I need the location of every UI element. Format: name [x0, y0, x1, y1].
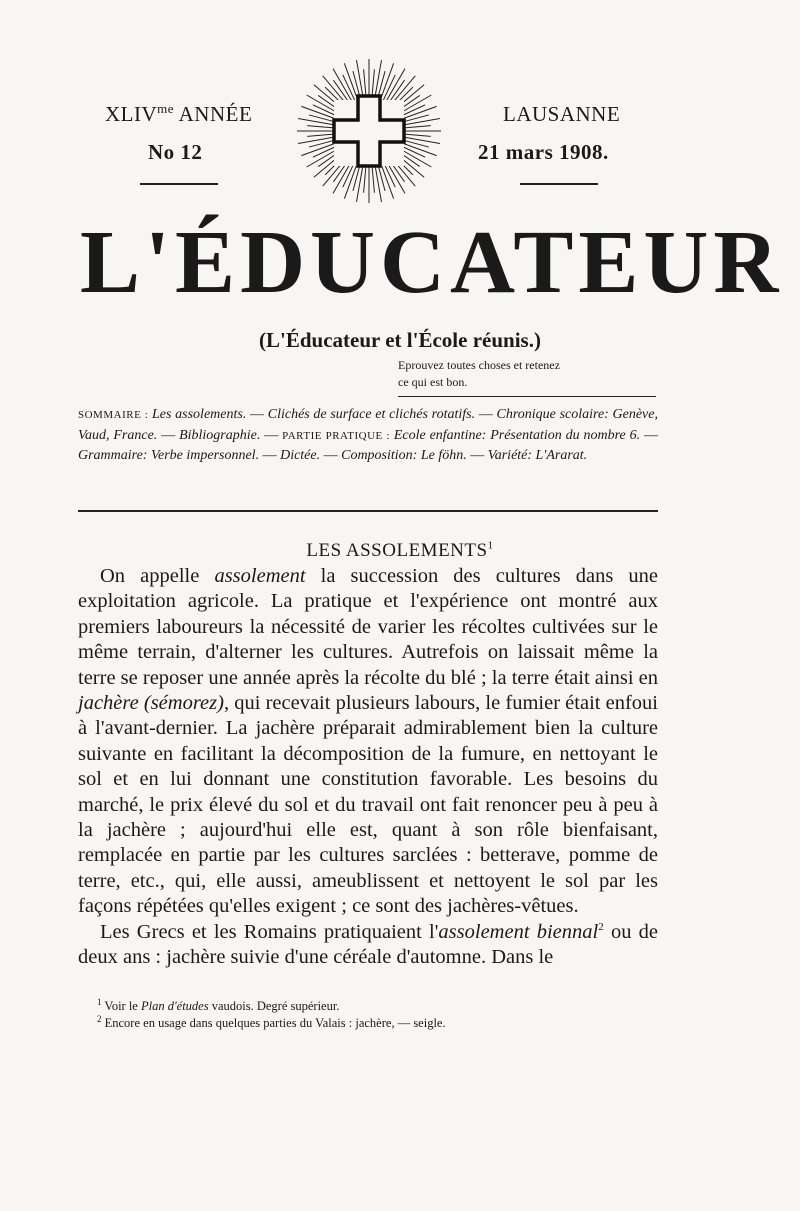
table-of-contents: SOMMAIRE : Les assolements. — Clichés de surface et clichés rotatifs. — Chronique scolaire: Genève, Vaud, France. — Bibliographie. — PARTIE PRATIQUE : Ecole enfantine: Présentation du nombre 6. — Grammaire: Verbe impersonnel. — Dictée. — Composition: Le föhn. — Variété: L'Ararat. — [78, 407, 659, 463]
paragraph: Les Grecs et les Romains pratiquaient l'assolement biennal$^2$ ou de deux ans : jachère suivie d'une céréale d'automne. Dans le — [78, 920, 658, 969]
footnote-1: $^1$ Voir le Plan d'études vaudois. Degré supérieur. — [97, 996, 340, 1013]
footnote-2: $^2$ Encore en usage dans quelques parties du Valais : jachère, — seigle. — [97, 1013, 446, 1030]
masthead-title: L'ÉDUCATEUR — [80, 213, 784, 312]
paragraph: On appelle assolement la succession des cultures dans une exploitation agricole. La pratique et l'expérience ont montré aux premiers laboureurs la nécessité de varier les récoltes cultivées sur le même terrain, d'alterner les cultures. Autrefois on laissait même la terre se reposer une année après la récolte du blé ; la terre était ainsi en jachère (sémorez), qui recevait plusieurs labours, le fumier était enfoui à l'avant-dernier. La jachère préparait admirablement bien la culture suivante en facilitant la décomposition de la fumure, en nettoyant le sol et en lui donnant une constitution favorable. Les besoins du marché, le prix élevé du sol et du travail ont fait renoncer peu à peu à la jachère ; aujourd'hui elle est, quant à son rôle bienfaisant, remplacée en partie par les cultures sarclées : betterave, pomme de terre, etc., qui, elle aussi, ameublissent et nettoyent le sol par les façons répétées qu'elles exigent ; ce sont des jachères-vêtues. — [78, 565, 658, 918]
swiss-cross-emblem-icon — [294, 58, 444, 208]
motto-line-1: Eprouvez toutes choses et retenez — [398, 358, 560, 372]
city: LAUSANNE — [503, 102, 621, 126]
footnotes — [97, 998, 657, 1032]
motto — [398, 357, 638, 391]
header-rule-right — [520, 183, 598, 185]
issue-number: No 12 — [148, 140, 203, 164]
motto-line-2: ce qui est bon. — [398, 375, 468, 389]
article-title: LES ASSOLEMENTS$^1$ — [306, 539, 494, 561]
sommaire-rule-bottom — [78, 510, 658, 512]
masthead-subtitle: (L'Éducateur et l'École réunis.) — [259, 328, 541, 352]
article-body — [78, 564, 658, 971]
header-rule-left — [140, 183, 218, 185]
sommaire-rule-top — [398, 396, 656, 397]
issue-date: 21 mars 1908. — [478, 140, 609, 164]
year-label: $XLIV^{me}$ ANNÉE — [105, 101, 253, 126]
